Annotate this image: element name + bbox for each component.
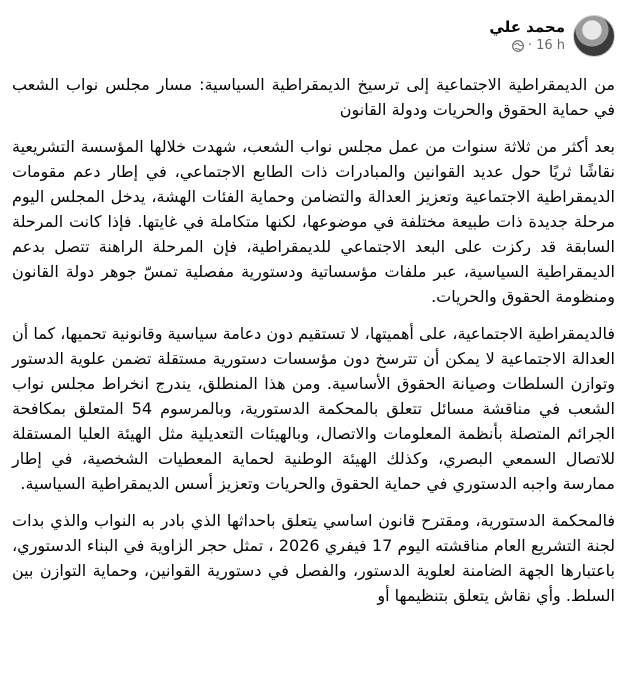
post-paragraph-title: من الديمقراطية الاجتماعية إلى ترسيخ الديمقراطية السياسية: مسار مجلس نواب الشعب في حماية الحقوق والحريات ودولة القانون	[12, 75, 615, 119]
post-paragraph: فالمحكمة الدستورية، ومقترح قانون اساسي يتعلق باحداثها الذي بادر به النواب والذي بدات لجنة التشريع العام مناقشته اليوم 17 فيفري 2026 ، تمثل حجر الزاوية في البناء الدستوري، باعتبارها الجهة الضامنة لعلوية الدستور، والفصل في دستورية القوانين، وحماية التوازن بين السلط. وأي نقاش يتعلق بتنظيمها أو	[12, 511, 616, 605]
post-header	[12, 10, 615, 62]
post-paragraph: فالديمقراطية الاجتماعية، على أهميتها، لا تستقيم دون دعامة سياسية وقانونية تحميها، كما أن العدالة الاجتماعية لا يمكن أن تترسخ دون مؤسسات دستورية مستقلة تضمن علوية الدستور وتوازن السلطات وصيانة الحقوق الأساسية. ومن هذا المنطلق، يندرج انخراط مجلس نواب الشعب في مناقشة مسائل تتعلق بالمحكمة الدستورية، وبالمرسوم 54 المتعلق بمكافحة الجرائم المتصلة بأنظمة المعلومات والاتصال، وبالهيئات التعديلية مثل الهيئة العليا المستقلة للاتصال السمعي البصري، وكذلك الهيئة الوطنية لحماية المعطيات الشخصية، في إطار ممارسة واجبه الدستوري في حماية الحقوق والحريات وتعزيز أسس الديمقراطية السياسية.	[12, 324, 615, 493]
post-subline	[489, 37, 565, 55]
post-meta	[489, 17, 565, 55]
author-name[interactable]: محمد علي	[489, 18, 565, 36]
post-paragraph: بعد أكثر من ثلاثة سنوات من عمل مجلس نواب الشعب، شهدت خلالها المؤسسة التشريعية نقاشًا ثريًا حول عديد القوانين والمبادرات ذات الطابع الاجتماعي، في إطار دعم مقومات الديمقراطية الاجتماعية وتعزيز العدالة والتضامن وحماية الفئات الهشة، يدخل المجلس اليوم مرحلة جديدة ذات طبيعة مختلفة في موضوعها، لكنها متكاملة في غايتها. فإذا كانت المرحلة السابقة قد ركزت على البعد الاجتماعي للديمقراطية، فإن المرحلة الراهنة تتصل بدعم الديمقراطية السياسية، عبر ملفات مؤسساتية ودستورية مفصلية تمسّ جوهر دولة القانون ومنظومة الحقوق والحريات.	[12, 137, 615, 306]
globe-icon[interactable]	[512, 40, 524, 52]
author-avatar[interactable]	[573, 15, 615, 57]
post-time[interactable]: 16 h	[536, 38, 565, 53]
post-content	[12, 72, 615, 620]
separator-dot: ·	[527, 38, 533, 53]
